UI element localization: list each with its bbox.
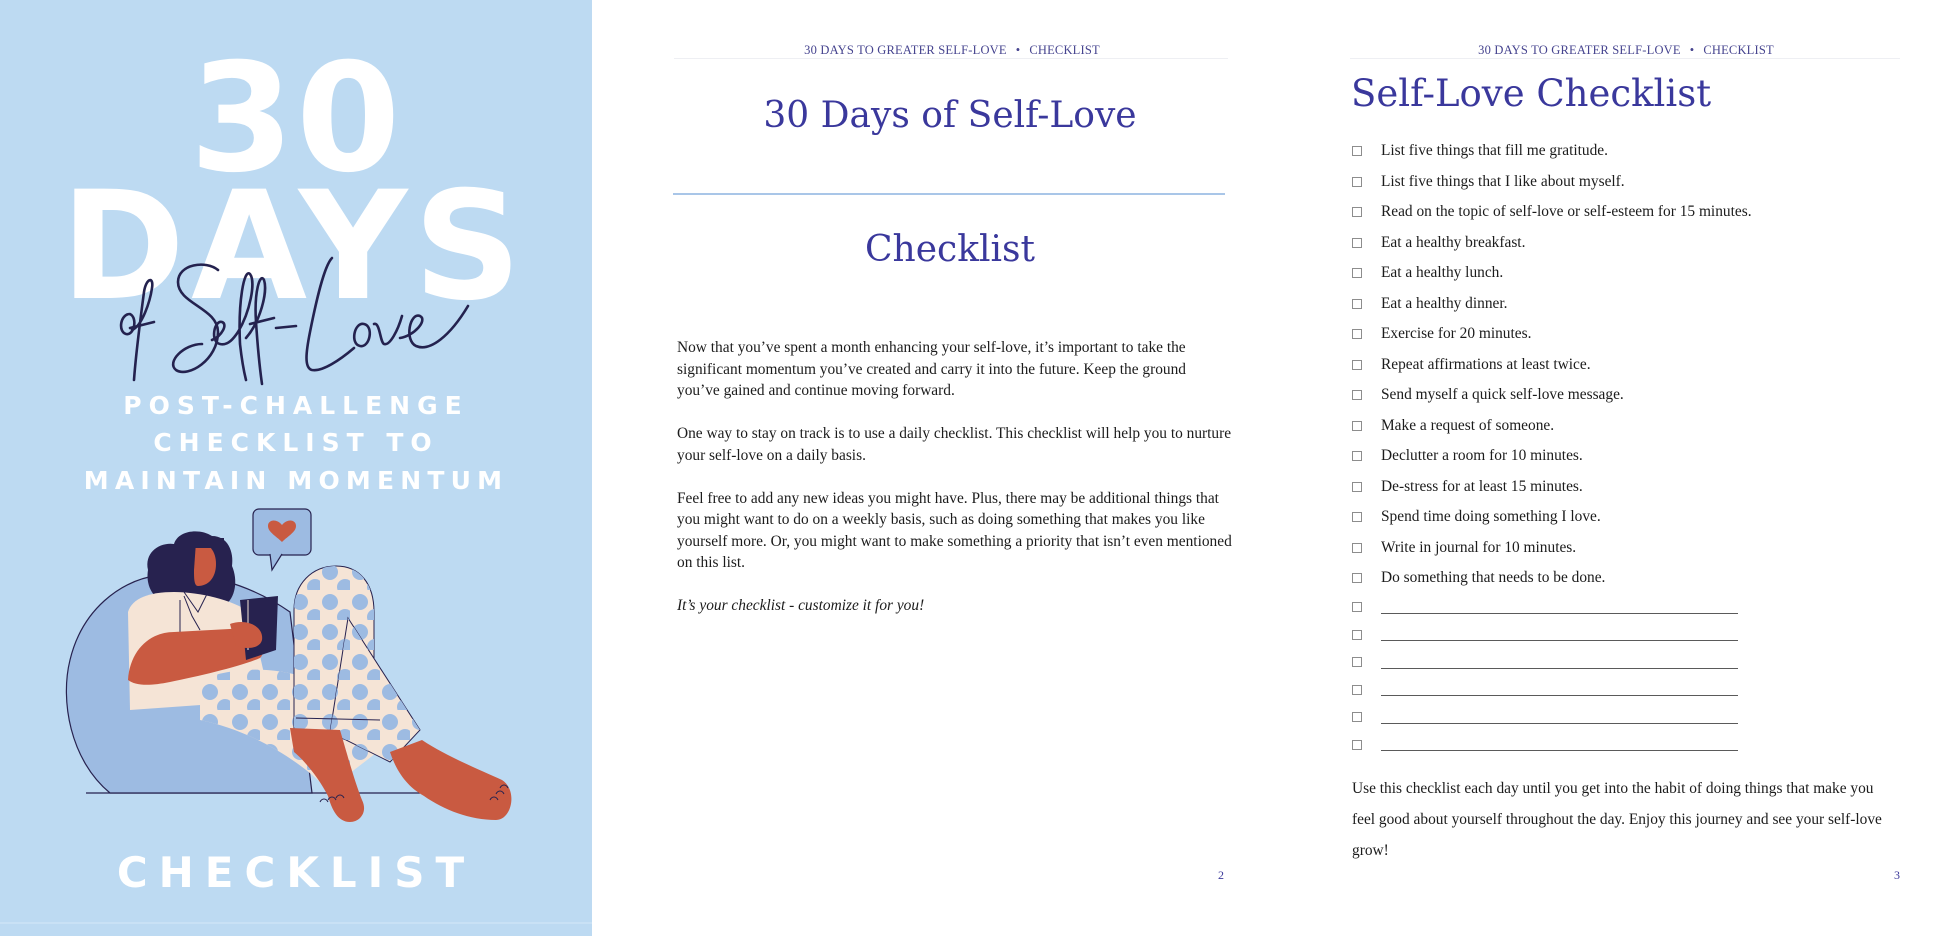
checkbox[interactable] [1352, 329, 1362, 339]
heart-speech-bubble-icon [253, 509, 311, 570]
checklist-item [1351, 411, 1911, 442]
write-in-line[interactable] [1381, 683, 1738, 696]
checkbox[interactable] [1352, 390, 1362, 400]
page-2-header-rule [674, 58, 1228, 59]
page-3-title: Self-Love Checklist [1351, 72, 1712, 115]
intro-paragraph-3: Feel free to add any new ideas you might have. Plus, there may be additional things that you might want to do on a weekly basis, such as doing something that makes you like yourself more. Or, you might want to make something a priority that isn’t even mentioned on this list. [677, 489, 1232, 571]
page-2-title: 30 Days of Self-Love [763, 95, 1137, 136]
page-3-header-rule [1350, 58, 1900, 59]
cover-bottom-rule [0, 922, 592, 924]
blank-checklist-item [1351, 594, 1911, 622]
bullet-separator: • [1015, 43, 1021, 57]
checkbox[interactable] [1352, 512, 1362, 522]
checkbox[interactable] [1352, 146, 1362, 156]
checklist-item-label: Write in journal for 10 minutes. [1381, 538, 1577, 556]
checkbox[interactable] [1352, 177, 1362, 187]
checkbox[interactable] [1352, 657, 1362, 667]
page-2-body [677, 337, 1232, 638]
write-in-line[interactable] [1381, 628, 1738, 641]
checkbox[interactable] [1352, 421, 1362, 431]
blank-checklist-item [1351, 704, 1911, 732]
checklist-item [1351, 289, 1911, 320]
page-number-3: 3 [1894, 868, 1900, 882]
checklist-item-label: Eat a healthy dinner. [1381, 294, 1508, 312]
checkbox[interactable] [1352, 573, 1362, 583]
blank-checklist-item [1351, 676, 1911, 704]
running-header-section: CHECKLIST [1029, 43, 1100, 57]
write-in-line[interactable] [1381, 601, 1738, 614]
checklist-item [1351, 380, 1911, 411]
cover-page [0, 0, 592, 936]
checklist-item-label: Do something that needs to be done. [1381, 569, 1606, 587]
cover-subtitle-line-1: POST-CHALLENGE [123, 391, 469, 420]
blank-checklist-item [1351, 731, 1911, 759]
checklist-item-label: Declutter a room for 10 minutes. [1381, 447, 1583, 465]
checklist-item [1351, 197, 1911, 228]
checkbox[interactable] [1352, 360, 1362, 370]
cover-number: 30 [189, 32, 403, 206]
checklist-item-label: Eat a healthy breakfast. [1381, 233, 1526, 251]
blank-checklist-item [1351, 621, 1911, 649]
running-header-section: CHECKLIST [1703, 43, 1774, 57]
checklist-item [1351, 563, 1911, 594]
checklist-item-label: De-stress for at least 15 minutes. [1381, 477, 1583, 495]
page-2-running-header [676, 44, 1228, 57]
page-3-running-header [1352, 44, 1900, 57]
checkbox[interactable] [1352, 685, 1362, 695]
checklist-item-label: Spend time doing something I love. [1381, 508, 1601, 526]
checkbox[interactable] [1352, 268, 1362, 278]
self-love-checklist [1351, 136, 1911, 759]
woman-reading-illustration [50, 500, 550, 840]
checklist-item [1351, 319, 1911, 350]
checkbox[interactable] [1352, 238, 1362, 248]
checklist-item-label: Send myself a quick self-love message. [1381, 386, 1624, 404]
checkbox[interactable] [1352, 299, 1362, 309]
checklist-item [1351, 228, 1911, 259]
checklist-item [1351, 350, 1911, 381]
checklist-item [1351, 533, 1911, 564]
checklist-item [1351, 502, 1911, 533]
checkbox[interactable] [1352, 543, 1362, 553]
checkbox[interactable] [1352, 482, 1362, 492]
checkbox[interactable] [1352, 630, 1362, 640]
checklist-item [1351, 167, 1911, 198]
page-2-subtitle: Checklist [865, 229, 1035, 270]
checklist-item [1351, 136, 1911, 167]
checklist-item-label: List five things that I like about myself. [1381, 172, 1625, 190]
page-number-2: 2 [1218, 868, 1224, 882]
checkbox[interactable] [1352, 602, 1362, 612]
italic-note: It’s your checklist - customize it for you! [677, 597, 925, 614]
checklist-item-label: Eat a healthy lunch. [1381, 264, 1504, 282]
script-title-of-self-love [118, 252, 478, 388]
cover-days-title: DAYS [60, 160, 528, 334]
checkbox[interactable] [1352, 740, 1362, 750]
blank-checklist-item [1351, 649, 1911, 677]
page-2-divider [673, 193, 1225, 195]
checklist-item [1351, 472, 1911, 503]
write-in-line[interactable] [1381, 711, 1738, 724]
checklist-item-label: Read on the topic of self-love or self-esteem for 15 minutes. [1381, 203, 1752, 221]
page-3-closing-paragraph: Use this checklist each day until you get into the habit of doing things that make you feel good about yourself throughout the day. Enjoy this journey and see your self-love grow! [1352, 780, 1882, 859]
checklist-item-label: List five things that fill me gratitude. [1381, 142, 1608, 160]
bullet-separator: • [1689, 43, 1695, 57]
checklist-item [1351, 258, 1911, 289]
cover-subtitle-line-2: CHECKLIST TO [153, 428, 439, 457]
checkbox[interactable] [1352, 451, 1362, 461]
checklist-item-label: Exercise for 20 minutes. [1381, 325, 1532, 343]
write-in-line[interactable] [1381, 656, 1738, 669]
running-header-title: 30 DAYS TO GREATER SELF-LOVE [804, 43, 1007, 57]
write-in-line[interactable] [1381, 738, 1738, 751]
checkbox[interactable] [1352, 712, 1362, 722]
cover-subtitle-line-3: MAINTAIN MOMENTUM [83, 466, 509, 495]
checkbox[interactable] [1352, 207, 1362, 217]
intro-paragraph-2: One way to stay on track is to use a daily checklist. This checklist will help you to nurture your self-love on a daily basis. [677, 425, 1232, 464]
checklist-item-label: Repeat affirmations at least twice. [1381, 355, 1591, 373]
intro-paragraph-1: Now that you’ve spent a month enhancing your self-love, it’s important to take the significant momentum you’ve created and carry it into the future. Keep the ground you’ve gained and continue moving forward. [677, 339, 1187, 399]
checklist-item-label: Make a request of someone. [1381, 416, 1555, 434]
checklist-item [1351, 441, 1911, 472]
running-header-title: 30 DAYS TO GREATER SELF-LOVE [1478, 43, 1681, 57]
cover-checklist-label: CHECKLIST [116, 848, 476, 897]
